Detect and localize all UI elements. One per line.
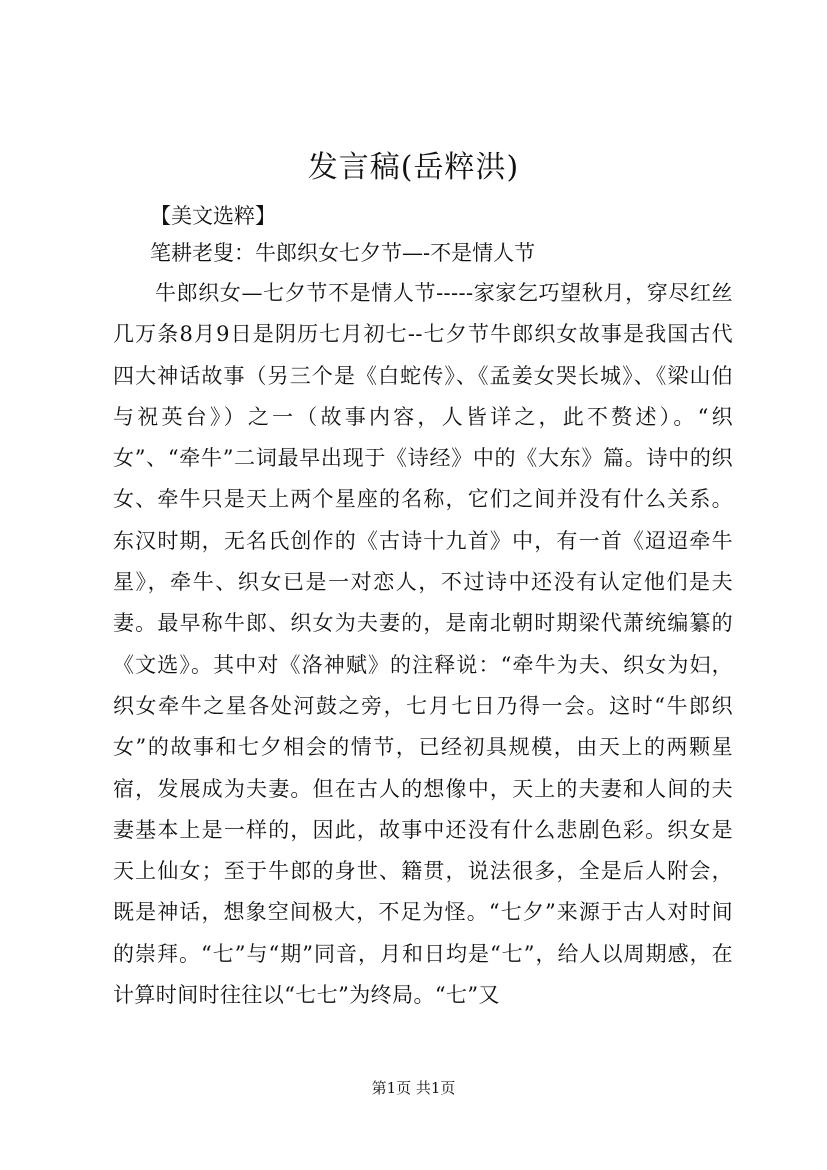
section-tag: 【美文选粹】 <box>150 204 276 228</box>
body-paragraph: 牛郎织女—七夕节不是情人节-----家家乞巧望秋月，穿尽红丝几万条8月9日是阴历七月初七--七夕节牛郎织女故事是我国古代四大神话故事（另三个是《白蛇传》、《孟姜女哭长城》、《梁山伯与祝英台》）之一（故事内容，人皆详之，此不赘述）。“织女”、“牵牛”二词最早出现于《诗经》中的《大东》篇。诗中的织女、牵牛只是天上两个星座的名称，它们之间并没有什么关系。东汉时期，无名氏创作的《古诗十九首》中，有一首《迢迢牵牛星》，牵牛、织女已是一对恋人，不过诗中还没有认定他们是夫妻。最早称牛郎、织女为夫妻的，是南北朝时期梁代萧统编纂的《文选》。其中对《洛神赋》的注释说：“牵牛为夫、织女为妇，织女牵牛之星各处河鼓之旁，七月七日乃得一会。这时“牛郎织女”的故事和七夕相会的情节，已经初具规模，由天上的两颗星宿，发展成为夫妻。但在古人的想像中，天上的夫妻和人间的夫妻基本上是一样的，因此，故事中还没有什么悲剧色彩。织女是天上仙女；至于牛郎的身世、籍贯，说法很多，全是后人附会，既是神话，想象空间极大，不足为怪。“七夕”来源于古人对时间的崇拜。“七”与“期”同音，月和日均是“七”，给人以周期感，在计算时间时往往以“七七”为终局。“七”又 <box>113 281 733 1008</box>
document-title: 发言稿(岳粹洪) <box>307 150 520 185</box>
page-number-footer: 第1页 共1页 <box>371 1079 456 1097</box>
byline: 笔耕老叟：牛郎织女七夕节—-不是情人节 <box>150 241 536 265</box>
